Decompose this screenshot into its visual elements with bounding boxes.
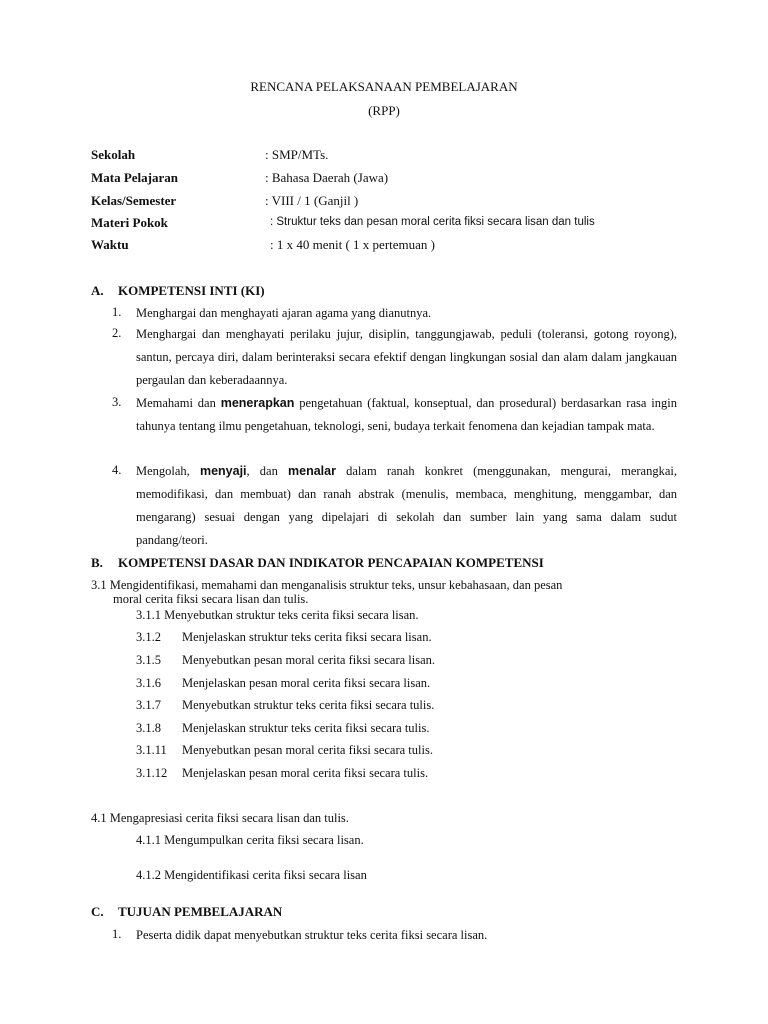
indicator-3-1-7 <box>136 698 434 713</box>
ki-item-text: Mengolah, menyaji, dan menalar dalam ranah konkret (menggunakan, mengurai, merangkai, memodifikasi, dan membuat) dan ranah abstrak (menulis, membaca, menghitung, menggambar, dan mengarang) sesuai dengan yang dipelajari di sekolah dan sumber lain yang sama dalam sudut pandang/teori. <box>136 464 677 547</box>
indicator-4-1-2: 4.1.2 Mengidentifikasi cerita fiksi secara lisan <box>136 868 367 882</box>
indicator-code: 3.1.2 <box>136 630 161 644</box>
bold-term: menyaji <box>199 464 247 478</box>
indicator-text: Menyebutkan pesan moral cerita fiksi secara tulis. <box>182 743 433 757</box>
indicator-3-1-1 <box>136 608 419 623</box>
indicator-text: Menjelaskan struktur teks cerita fiksi secara lisan. <box>182 630 432 644</box>
indicator-3-1-6 <box>136 676 430 691</box>
kd-4-1: 4.1 Mengapresiasi cerita fiksi secara lisan dan tulis. <box>91 811 349 825</box>
bold-term: menerapkan <box>220 396 295 410</box>
section-b-heading <box>91 555 544 571</box>
indicator-text: Menyebutkan struktur teks cerita fiksi secara tulis. <box>182 698 435 712</box>
ki-item-text: Memahami dan menerapkan pengetahuan (faktual, konseptual, dan prosedural) berdasarkan rasa ingin tahunya tentang ilmu pengetahuan, teknologi, seni, budaya terkait fenomena dan kejadian tampak mata. <box>136 396 677 433</box>
info-value-materi-pokok: : Struktur teks dan pesan moral cerita fiksi secara lisan dan tulis <box>270 216 595 228</box>
section-c-letter: C. <box>91 904 104 919</box>
indicator-code: 3.1.8 <box>136 721 161 735</box>
tujuan-item-text: Peserta didik dapat menyebutkan struktur teks cerita fiksi secara lisan. <box>136 928 488 942</box>
kd-3-1-line-2: moral cerita fiksi secara lisan dan tulis. <box>113 592 309 606</box>
tujuan-item-number: 1. <box>112 927 122 941</box>
info-value-waktu: : 1 x 40 menit ( 1 x pertemuan ) <box>270 237 435 252</box>
section-a-letter: A. <box>91 283 104 298</box>
indicator-code: 3.1.7 <box>136 698 161 712</box>
ki-item-4 <box>112 460 677 552</box>
indicator-3-1-5 <box>136 653 435 668</box>
indicator-code: 3.1.5 <box>136 653 161 667</box>
info-label-mata-pelajaran: Mata Pelajaran <box>91 170 179 185</box>
info-value-sekolah: : SMP/MTs. <box>265 147 329 162</box>
bold-term: menalar <box>288 464 336 478</box>
ki-item-number: 3. <box>112 395 122 409</box>
info-value-kelas-semester: : VIII / 1 (Ganjil ) <box>265 193 359 208</box>
info-label-kelas-semester: Kelas/Semester <box>91 193 177 208</box>
section-b-letter: B. <box>91 555 103 570</box>
indicator-text: Menyebutkan struktur teks cerita fiksi secara lisan. <box>164 608 419 622</box>
indicator-code: 3.1.6 <box>136 676 161 690</box>
info-label-sekolah: Sekolah <box>91 147 136 162</box>
document-subtitle: (RPP) <box>368 103 400 118</box>
ki-item-number: 1. <box>112 305 122 319</box>
ki-item-number: 4. <box>112 463 122 477</box>
kd-3-1-line-1: 3.1 Mengidentifikasi, memahami dan menganalisis struktur teks, unsur kebahasaan, dan pesan <box>91 578 563 592</box>
indicator-3-1-8 <box>136 721 430 736</box>
indicator-code: 3.1.12 <box>136 766 168 780</box>
ki-item-number: 2. <box>112 326 122 340</box>
ki-item-text: Menghargai dan menghayati ajaran agama yang dianutnya. <box>136 306 432 320</box>
section-c-title: TUJUAN PEMBELAJARAN <box>118 904 283 919</box>
indicator-3-1-11 <box>136 743 433 758</box>
indicator-3-1-2 <box>136 630 432 645</box>
ki-item-text: Menghargai dan menghayati perilaku jujur, disiplin, tanggungjawab, peduli (toleransi, gotong royong), santun, percaya diri, dalam berinteraksi secara efektif dengan lingkungan sosial dan alam dalam jangkauan pergaulan dan keberadaannya. <box>136 327 677 387</box>
indicator-code: 3.1.1 <box>136 608 161 622</box>
info-value-mata-pelajaran: : Bahasa Daerah (Jawa) <box>265 170 389 185</box>
tujuan-item-1 <box>112 924 677 947</box>
indicator-3-1-12 <box>136 766 428 781</box>
ki-item-3 <box>112 392 677 438</box>
section-b-title: KOMPETENSI DASAR DAN INDIKATOR PENCAPAIAN KOMPETENSI <box>118 555 544 570</box>
info-label-waktu: Waktu <box>91 237 129 252</box>
indicator-text: Menyebutkan pesan moral cerita fiksi secara lisan. <box>182 653 436 667</box>
indicator-4-1-1: 4.1.1 Mengumpulkan cerita fiksi secara lisan. <box>136 833 364 847</box>
section-c-heading <box>91 904 282 920</box>
document-title: RENCANA PELAKSANAAN PEMBELAJARAN <box>250 79 518 94</box>
indicator-text: Menjelaskan pesan moral cerita fiksi secara lisan. <box>182 676 431 690</box>
section-a-title: KOMPETENSI INTI (KI) <box>118 283 265 298</box>
indicator-text: Menjelaskan struktur teks cerita fiksi secara tulis. <box>182 721 430 735</box>
kd-3-1 <box>91 578 677 606</box>
ki-item-1 <box>112 302 677 325</box>
info-label-materi-pokok: Materi Pokok <box>91 215 168 230</box>
indicator-text: Menjelaskan pesan moral cerita fiksi secara tulis. <box>182 766 429 780</box>
indicator-code: 3.1.11 <box>136 743 167 757</box>
section-a-heading <box>91 283 265 299</box>
ki-item-2 <box>112 323 677 392</box>
